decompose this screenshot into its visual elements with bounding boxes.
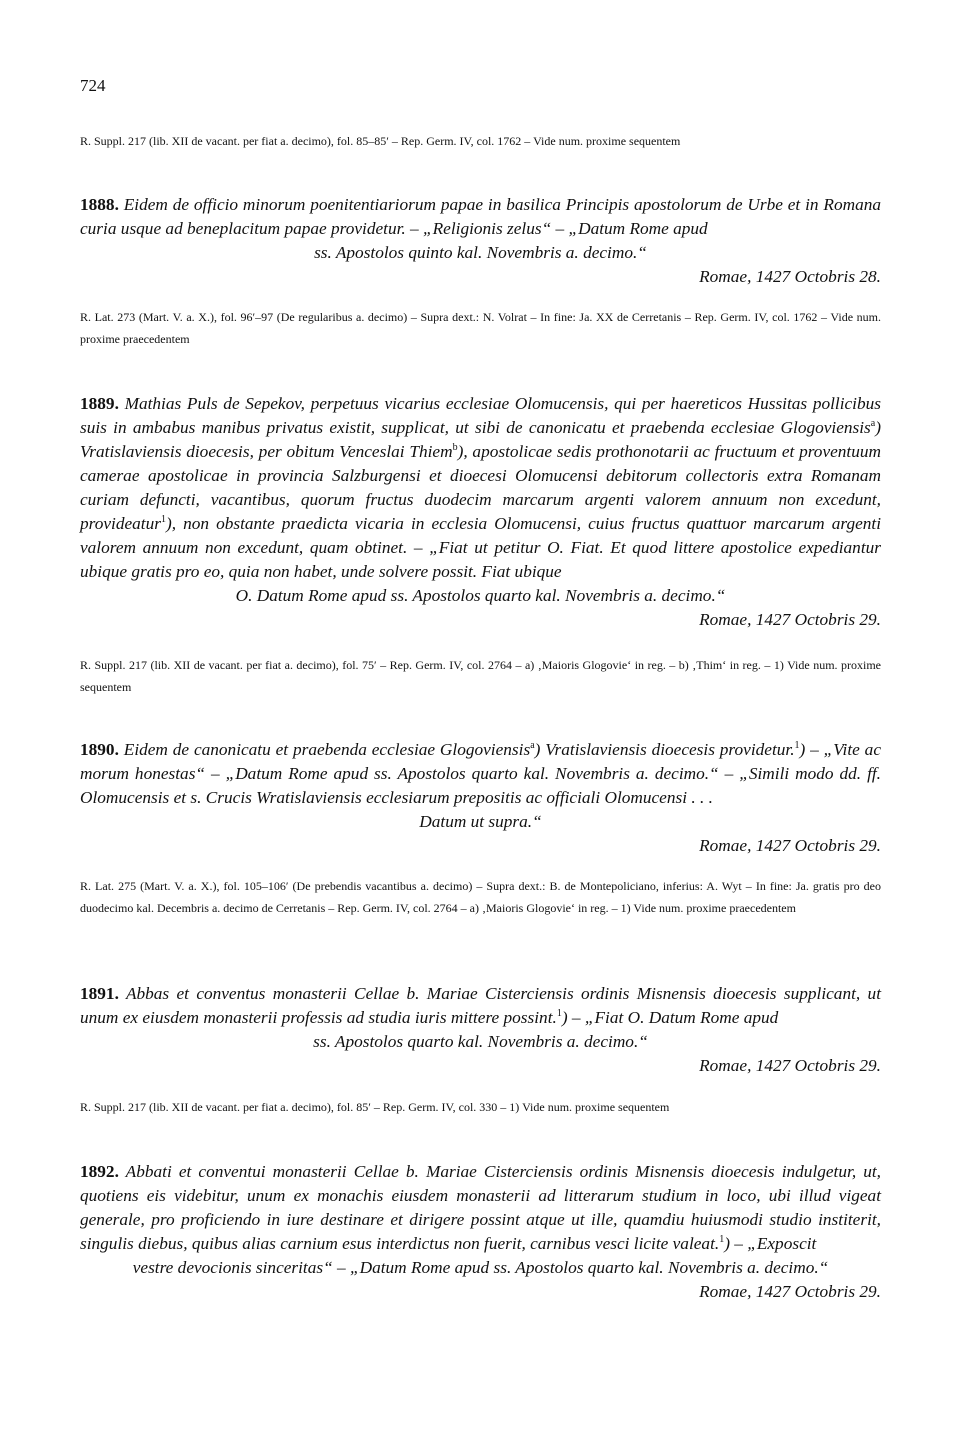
entry-date: Romae, 1427 Octobris 29. — [699, 610, 881, 629]
entry-last-line: Datum ut supra.“ — [419, 812, 542, 831]
entry-last-line: ss. Apostolos quarto kal. Novembris a. decimo.“ — [313, 1032, 648, 1051]
register-note-top: R. Suppl. 217 (lib. XII de vacant. per fiat a. decimo), fol. 85–85′ – Rep. Germ. IV, col. 1762 – Vide num. proxime sequentem — [80, 134, 681, 148]
footnote-marker: 1 — [160, 514, 166, 526]
entry-body — [80, 982, 881, 1054]
entry-body — [80, 392, 881, 608]
entry-number: 1890. — [80, 740, 119, 759]
entry-register-1890: R. Lat. 275 (Mart. V. a. X.), fol. 105–106′ (De prebendis vacantibus a. decimo) – Supra dext.: B. de Montepoliciano, inferius: A. Wyt – In fine: Ja. gratis pro deo duodecimo kal. Decembris a. decimo de Cerretanis – Rep. Germ. IV, col. 2764 – a) ‚Maioris Glogovie‘ in reg. – 1) Vide num. proxime praecedentem — [80, 879, 881, 915]
entry-text: Mathias Puls de Sepekov, perpetuus vicarius ecclesiae Olomucensis, qui per haereticos Hussitas pollicibus suis in ambabus manibus privatus existit, supplicat, ut sibi de canonicatu et praebenda ecclesiae Glogoviensis — [80, 394, 881, 437]
entry-date: Romae, 1427 Octobris 29. — [699, 1282, 881, 1301]
entry-text: ) – „Fiat O. Datum Rome apud — [561, 1008, 779, 1027]
footnote-marker: 1 — [794, 740, 800, 752]
entry-1888 — [80, 193, 881, 289]
entry-text: ), apostolicae sedis prothonotarii ac fructuum et proventuum camerae apostolicae in provincia Salzburgensi et dioecesi Olomucensi debitorum collectoris extra Romanam curiam defuncti, vacantibus, quorum fructus duodecim marcarum argenti valorem annuum non excedunt, provideatur — [80, 442, 881, 533]
entry-number: 1892. — [80, 1162, 119, 1181]
footnote-marker: a — [530, 740, 535, 752]
entry-register-1888: R. Lat. 273 (Mart. V. a. X.), fol. 96′–97 (De regularibus a. decimo) – Supra dext.: N. Volrat – In fine: Ja. XX de Cerretanis – Rep. Germ. IV, col. 1762 – Vide num. proxime praecedentem — [80, 310, 881, 346]
entry-text: Eidem de canonicatu et praebenda ecclesiae Glogoviensis — [123, 740, 531, 759]
entry-number: 1891. — [80, 984, 119, 1003]
entry-1890 — [80, 738, 881, 858]
entry-date: Romae, 1427 Octobris 28. — [699, 267, 881, 286]
entry-text: Abbati et conventui monasterii Cellae b. Mariae Cisterciensis ordinis Misnensis dioecesis indulgetur, ut, quotiens eis videbitur, unum ex monachis eiusdem monasterii ad litterarum studium in loco, ubi illud vigeat generale, pro proficiendo in iure destinare et dirigere possint atque ut ille, quamdiu huiusmodi studio institerit, singulis diebus, quibus alias carnium esus interdictus non fuerit, carnibus vesci licite valeat. — [80, 1162, 881, 1253]
entry-body — [80, 1160, 881, 1280]
entry-last-line: O. Datum Rome apud ss. Apostolos quarto kal. Novembris a. decimo.“ — [235, 586, 726, 605]
footnote-marker: 1 — [719, 1234, 725, 1246]
entry-1891 — [80, 982, 881, 1078]
footnote-marker: b — [452, 442, 458, 454]
entry-text: ) Vratislaviensis dioecesis providetur. — [534, 740, 795, 759]
footnote-marker: a — [870, 418, 876, 430]
entry-register-1891: R. Suppl. 217 (lib. XII de vacant. per fiat a. decimo), fol. 85′ – Rep. Germ. IV, col. 330 – 1) Vide num. proxime sequentem — [80, 1100, 670, 1114]
entry-text: Eidem de officio minorum poenitentiariorum papae in basilica Principis apostolorum de Urbe et in Romana curia usque ad beneplacitum papae providetur. – „Religionis zelus“ – „Datum Rome apud — [80, 195, 881, 238]
entry-text: ), non obstante praedicta vicaria in ecclesia Olomucensi, cuius fructus quattuor marcarum argenti valorem annuum non excedunt, quam obtinet. – „Fiat ut petitur O. Fiat. Et quod littere apostolice expediantur ubique gratis pro eo, quia non habet, unde solvere possit. Fiat ubique — [80, 514, 881, 581]
entry-text: ) – „Exposcit — [724, 1234, 817, 1253]
entry-body — [80, 193, 881, 265]
entry-text: ) Vratislaviensis dioecesis, per obitum Venceslai Thiem — [80, 418, 881, 461]
entry-body — [80, 738, 881, 834]
entry-date: Romae, 1427 Octobris 29. — [699, 836, 881, 855]
entry-number: 1889. — [80, 394, 119, 413]
entry-text: Abbas et conventus monasterii Cellae b. Mariae Cisterciensis ordinis Misnensis dioecesis supplicant, ut unum ex eiusdem monasterii professis ad studia iuris mittere possint. — [80, 984, 881, 1027]
entry-1892 — [80, 1160, 881, 1304]
page-number: 724 — [80, 76, 106, 95]
entry-number: 1888. — [80, 195, 119, 214]
entry-text: ) – „Vite ac morum honestas“ – „Datum Rome apud ss. Apostolos quarto kal. Novembris a. decimo.“ – „Simili modo dd. ff. Olomucensis et s. Crucis Wratislaviensis ecclesiarum prepositis ac officiali Olomucensi . . . — [80, 740, 881, 807]
entry-last-line: ss. Apostolos quinto kal. Novembris a. decimo.“ — [314, 243, 647, 262]
entry-1889 — [80, 392, 881, 632]
entry-register-1889: R. Suppl. 217 (lib. XII de vacant. per fiat a. decimo), fol. 75′ – Rep. Germ. IV, col. 2764 – a) ‚Maioris Glogovie‘ in reg. – b) ‚Thim‘ in reg. – 1) Vide num. proxime sequentem — [80, 658, 881, 694]
entry-last-line: vestre devocionis sinceritas“ – „Datum Rome apud ss. Apostolos quarto kal. Novembris a. decimo.“ — [132, 1258, 829, 1277]
footnote-marker: 1 — [556, 1008, 562, 1020]
entry-date: Romae, 1427 Octobris 29. — [699, 1056, 881, 1075]
